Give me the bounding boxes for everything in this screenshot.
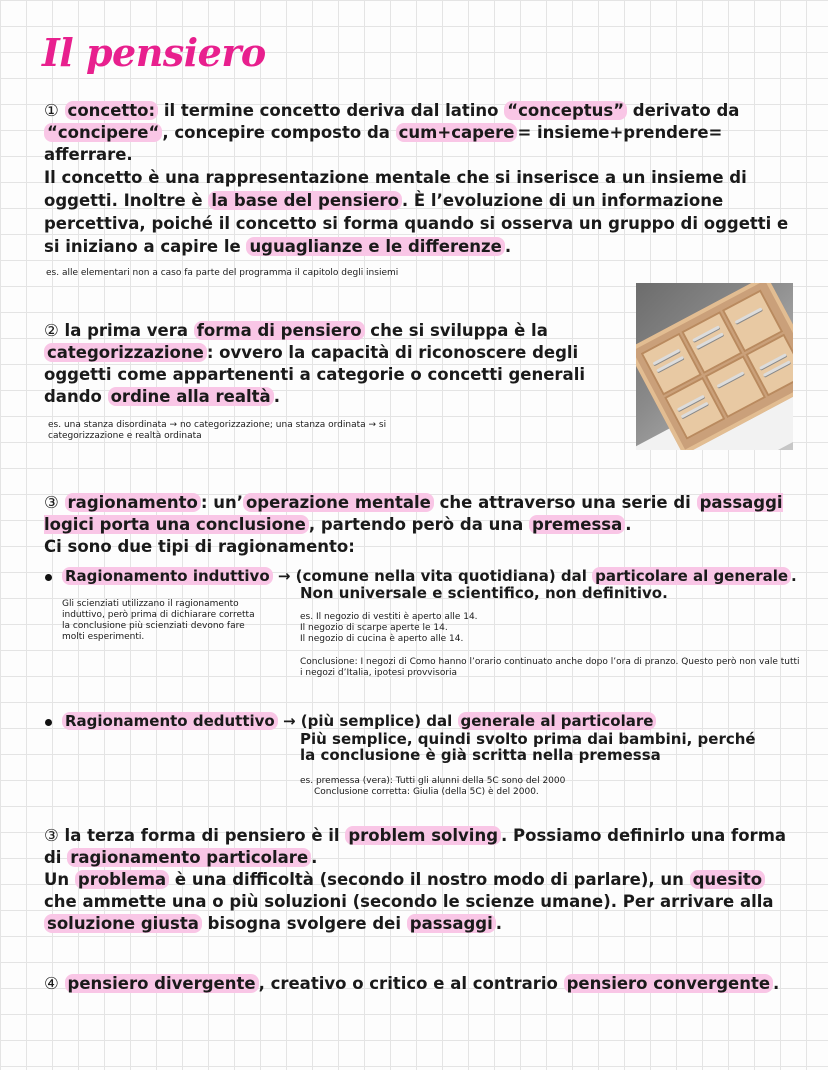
- section-ragionamento: [44, 492, 784, 536]
- text: → (più semplice) dal: [277, 712, 458, 730]
- term-ragionamento: ragionamento: [65, 493, 201, 512]
- hl-ordine-realta: ordine alla realtà: [108, 387, 274, 406]
- note-insiemi: es. alle elementari non a caso fa parte del programma il capitolo degli insiemi: [46, 268, 399, 278]
- hl-problem-solving: problem solving: [345, 826, 501, 845]
- number-4: ④: [44, 974, 59, 993]
- hl-soluzione: soluzione giusta: [44, 914, 202, 933]
- text: : ovvero la capacità di riconoscere degli oggetti come appartenenti a categorie o concetti generali dando: [44, 343, 586, 406]
- text: la prima vera: [58, 321, 194, 340]
- text: : un’: [200, 493, 243, 512]
- text: .: [311, 848, 318, 867]
- text: bisogna svolgere dei: [201, 914, 407, 933]
- hl-conceptus: “conceptus”: [504, 101, 627, 120]
- deduttivo-line: [62, 710, 762, 732]
- text: , partendo però da una: [308, 515, 529, 534]
- text: Il concetto è una rappresentazione mentale che si inserisce a un insieme di oggetti. Inoltre è: [44, 168, 747, 210]
- hl-quesito: quesito: [690, 870, 765, 889]
- section-pensiero-divergente: [44, 973, 814, 995]
- text: che attraverso una serie di: [433, 493, 691, 512]
- section-problem-solving: [44, 825, 794, 935]
- induttivo-side-note: Gli scienziati utilizzano il ragionamento induttivo, però prima di dichiarare corretta la conclusione più scienziati devono fare molti esperimenti.: [62, 599, 255, 642]
- paragraph-concetto: [44, 166, 794, 258]
- page-title: Il pensiero: [42, 30, 266, 75]
- induttivo-example-1: es. Il negozio di vestiti è aperto alle 14.: [300, 612, 478, 622]
- number-1: ①: [44, 101, 59, 120]
- deduttivo-example-1: es. premessa (vera): Tutti gli alunni della 5C sono del 2000: [300, 776, 566, 786]
- hl-generale-particolare: generale al particolare: [458, 712, 657, 730]
- text: .: [791, 567, 797, 585]
- text: , creativo o critico e al contrario: [258, 974, 564, 993]
- induttivo-sub: Non universale e scientifico, non definitivo.: [300, 584, 668, 602]
- hl-particolare-generale: particolare al generale: [592, 567, 791, 585]
- hl-operazione-mentale: operazione mentale: [243, 493, 434, 512]
- hl-premessa: premessa: [529, 515, 625, 534]
- section-categorizzazione: [44, 320, 629, 408]
- hl-pensiero-divergente: pensiero divergente: [65, 974, 259, 993]
- text: → (comune nella vita quotidiana) dal: [272, 567, 593, 585]
- label-deduttivo: Ragionamento deduttivo: [62, 712, 278, 730]
- text: .: [773, 974, 780, 993]
- hl-problema: problema: [75, 870, 169, 889]
- hl-pensiero-convergente: pensiero convergente: [564, 974, 773, 993]
- note-stanza: es. una stanza disordinata → no categorizzazione; una stanza ordinata → si categorizzazione e realtà ordinata: [48, 420, 387, 441]
- hl-uguaglianze: uguaglianze e le differenze: [246, 237, 504, 256]
- text: .: [625, 515, 632, 534]
- text: la terza forma di pensiero è il: [58, 826, 346, 845]
- deduttivo-sub: Più semplice, quindi svolto prima dai bambini, perché la conclusione è già scritta nella premessa: [300, 730, 756, 764]
- text: derivato da: [627, 101, 740, 120]
- term-categorizzazione: categorizzazione: [44, 343, 207, 362]
- hl-forma-pensiero: forma di pensiero: [194, 321, 365, 340]
- tipi-ragionamento: Ci sono due tipi di ragionamento:: [44, 537, 355, 556]
- induttivo-example-3: Il negozio di cucina è aperto alle 14.: [300, 634, 464, 644]
- text: che si sviluppa è la: [364, 321, 548, 340]
- hl-passaggi-logici: passaggi logici porta una conclusione: [44, 493, 783, 534]
- bullet: [45, 574, 52, 581]
- section-concetto: [44, 100, 794, 166]
- deduttivo-example-2: Conclusione corretta: Giulia (della 5C) è del 2000.: [314, 787, 539, 797]
- text: , concepire composto da: [162, 123, 396, 142]
- text: Un: [44, 870, 75, 889]
- number-3: ③: [44, 493, 59, 512]
- bullet: [45, 719, 52, 726]
- hl-base-pensiero: la base del pensiero: [208, 191, 402, 210]
- hl-passaggi: passaggi: [407, 914, 496, 933]
- text: che ammette una o più soluzioni (secondo le scienze umane). Per arrivare alla: [44, 892, 774, 911]
- number-2: ②: [44, 321, 59, 340]
- text: .: [504, 237, 512, 256]
- text: . È l’evoluzione di un informazione percettiva, poiché il concetto si forma quando si osserva un gruppo di oggetti e si iniziano a capire le: [44, 191, 789, 256]
- drawer-organizer-photo: [636, 283, 793, 450]
- number-3: ③: [44, 826, 59, 845]
- text: . Possiamo definirlo una forma di: [44, 826, 787, 867]
- label-induttivo: Ragionamento induttivo: [62, 567, 273, 585]
- hl-concipere: “concipere“: [44, 123, 162, 142]
- text: = insieme+prendere= afferrare.: [44, 123, 723, 164]
- induttivo-conclusione: Conclusione: I negozi di Como hanno l’orario continuato anche dopo l’ora di pranzo. Questo però non vale tutti i negozi d’Italia, ipotesi provvisoria: [300, 657, 800, 678]
- text: è una difficoltà (secondo il nostro modo di parlare), un: [169, 870, 690, 889]
- text: .: [273, 387, 280, 406]
- induttivo-example-2: Il negozio di scarpe aperte le 14.: [300, 623, 448, 633]
- term-concetto: concetto:: [65, 101, 159, 120]
- hl-cumcapere: cum+capere: [396, 123, 518, 142]
- text: .: [495, 914, 503, 933]
- hl-ragionamento-particolare: ragionamento particolare: [67, 848, 311, 867]
- text: il termine concetto deriva dal latino: [158, 101, 505, 120]
